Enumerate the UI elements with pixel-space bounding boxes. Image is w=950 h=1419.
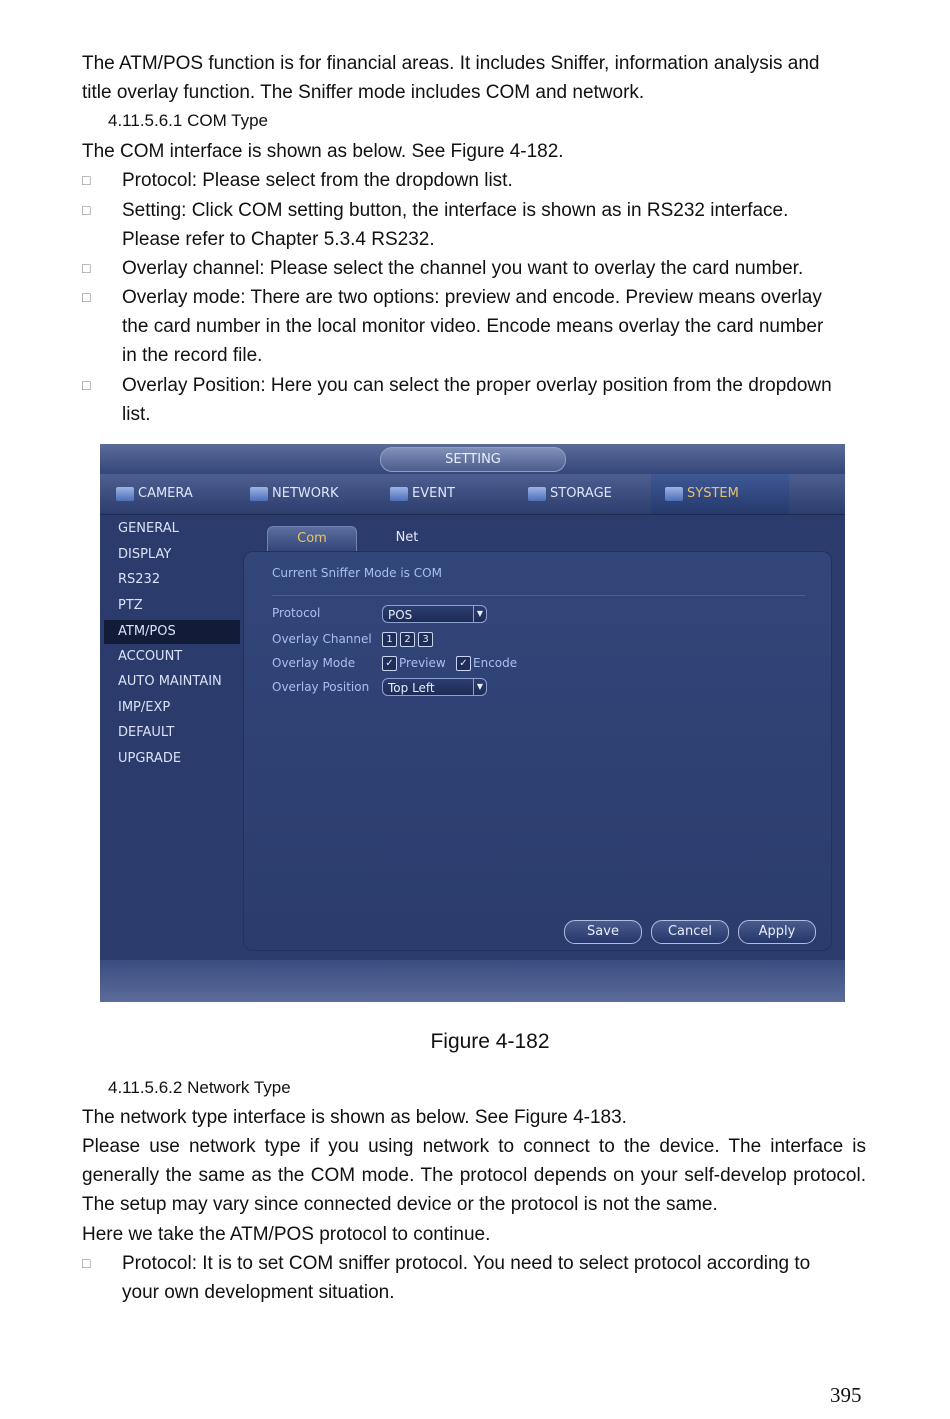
preview-label: Preview [399,656,446,670]
camera-icon [116,487,134,501]
intro-line-1: The ATM/POS function is for financial areas. It includes Sniffer, information analysis and [82,53,820,74]
sidebar-item-rs232[interactable]: RS232 [118,572,161,587]
sidebar-item-imp-exp[interactable]: IMP/EXP [118,700,171,715]
overlay-position-value: Top Left [388,681,435,695]
bullet-text: Please refer to Chapter 5.3.4 RS232. [122,229,435,250]
network-paragraph: Please use network type if you using network to connect to the device. The interface is generally the same as the COM mode. The protocol depends on your self-develop protocol. The setup may vary since connected device or the protocol is not the same. [82,1136,866,1215]
sniffer-mode-status: Current Sniffer Mode is COM [272,566,442,580]
sidebar-item-account[interactable]: ACCOUNT [118,649,183,664]
channel-2-checkbox[interactable]: 2 [400,632,415,647]
bullet-text: Protocol: It is to set COM sniffer protocol. You need to select protocol according to [122,1253,811,1274]
save-button[interactable]: Save [564,920,642,944]
apply-button[interactable]: Apply [738,920,816,944]
divider [272,595,805,596]
sidebar-item-general[interactable]: GENERAL [118,521,179,536]
bullet-marker: □ [82,1255,91,1271]
section-lead-com: The COM interface is shown as below. See Figure 4-182. [82,141,564,162]
content-panel [243,551,832,951]
bullet-marker: □ [82,260,91,276]
bullet-text: the card number in the local monitor video. Encode means overlay the card number [122,316,824,337]
protocol-dropdown[interactable] [382,605,487,623]
tab-net[interactable]: Net [395,530,419,545]
network-paragraph-2: Here we take the ATM/POS protocol to continue. [82,1224,491,1245]
event-icon [390,487,408,501]
bullet-text: list. [122,404,151,425]
bullet-marker: □ [82,202,91,218]
bullet-text: Protocol: Please select from the dropdown list. [122,170,513,191]
section-heading-network-type: 4.11.5.6.2 Network Type [108,1078,291,1097]
tab-camera[interactable] [110,474,246,514]
tab-event[interactable] [390,474,500,514]
encode-label: Encode [473,656,518,670]
chevron-down-icon: ▼ [473,606,486,622]
overlay-position-dropdown[interactable] [382,678,487,696]
tab-label: STORAGE [550,486,612,501]
bullet-text: Overlay mode: There are two options: preview and encode. Preview means overlay [122,287,822,308]
page-number: 395 [830,1383,862,1407]
overlay-mode-label: Overlay Mode [272,656,356,670]
protocol-value: POS [388,608,413,622]
bullet-text: Overlay channel: Please select the channel you want to overlay the card number. [122,258,804,279]
channel-1-checkbox[interactable]: 1 [382,632,397,647]
section-heading-com-type: 4.11.5.6.1 COM Type [108,111,269,130]
sidebar-item-upgrade[interactable]: UPGRADE [118,751,182,766]
tab-label: EVENT [412,486,455,501]
channel-3-checkbox[interactable]: 3 [418,632,433,647]
tab-label: CAMERA [138,486,193,501]
section-lead-network: The network type interface is shown as below. See Figure 4-183. [82,1107,627,1128]
sidebar-item-atm-pos[interactable]: ATM/POS [104,620,240,644]
sidebar-item-display[interactable]: DISPLAY [118,547,172,562]
encode-checkbox[interactable]: ✓ [456,656,471,671]
settings-screenshot [100,444,845,1002]
intro-line-2: title overlay function. The Sniffer mode includes COM and network. [82,82,645,103]
bullet-text: in the record file. [122,345,263,366]
bullet-text: your own development situation. [122,1282,395,1303]
overlay-position-label: Overlay Position [272,680,370,694]
tab-network[interactable] [250,474,370,514]
figure-caption: Figure 4-182 [430,1030,550,1053]
tab-system[interactable] [651,474,789,514]
overlay-channel-label: Overlay Channel [272,632,372,646]
bullet-text: Setting: Click COM setting button, the interface is shown as in RS232 interface. [122,200,789,221]
sidebar-item-auto-maintain[interactable]: AUTO MAINTAIN [118,674,222,689]
tab-label: NETWORK [272,486,339,501]
bottom-bar [100,960,845,1002]
storage-icon [528,487,546,501]
preview-checkbox[interactable]: ✓ [382,656,397,671]
bullet-marker: □ [82,172,91,188]
tab-com[interactable]: Com [267,526,357,551]
protocol-label: Protocol [272,606,321,620]
bullet-marker: □ [82,289,91,305]
sidebar-item-ptz[interactable]: PTZ [118,598,143,613]
bullet-marker: □ [82,377,91,393]
bullet-text: Overlay Position: Here you can select the proper overlay position from the dropdown [122,375,832,396]
network-icon [250,487,268,501]
system-icon [665,487,683,501]
chevron-down-icon: ▼ [473,679,486,695]
tab-storage[interactable] [528,474,638,514]
setting-title: SETTING [380,447,566,472]
tab-label: SYSTEM [687,486,739,501]
sidebar-item-default[interactable]: DEFAULT [118,725,175,740]
cancel-button[interactable]: Cancel [651,920,729,944]
